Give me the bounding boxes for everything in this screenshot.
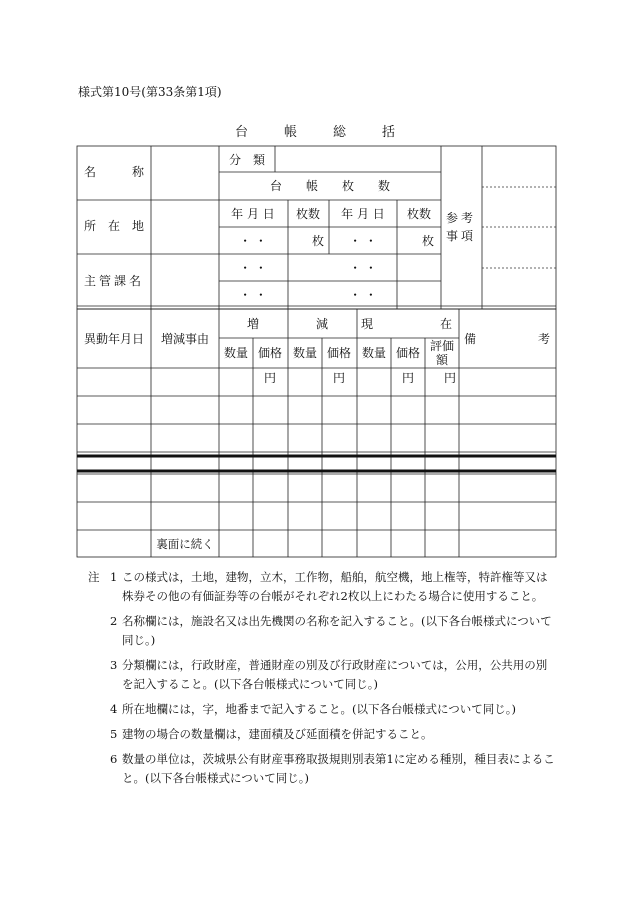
note-text: 分類欄には，行政財産，普通財産の別及び行政財産については，公用，公共用の別を記入すること。(以下各台帳様式について同じ。) [122, 658, 548, 691]
table-grid [77, 146, 556, 309]
sheets-header: 枚数 [406, 207, 432, 221]
note-number: 2 [110, 614, 118, 628]
remarks-label: 備 [463, 332, 477, 346]
price-header: 価格 [395, 346, 421, 360]
date-dots: ・ ・ [239, 288, 267, 302]
lower-table-labels [84, 316, 550, 551]
note-number: 6 [110, 752, 118, 766]
note-text: 数量の単位は，茨城県公有財産事務取扱規則別表第1に定める種別，種目表によること。(以下各台帳様式について同じ。) [122, 752, 555, 785]
increase-label: 増 [246, 317, 260, 331]
note-item [88, 612, 558, 650]
price-header: 価格 [257, 346, 283, 360]
note-item [88, 700, 558, 719]
reference-dashed-lines [482, 187, 556, 268]
note-text: 名称欄には，施設名又は出先機関の名称を記入すること。(以下各台帳様式について同じ。) [122, 614, 552, 647]
appraisal-header: 評価 [429, 339, 455, 353]
reference-label: 事項 [445, 229, 477, 243]
category-label: 分 類 [228, 153, 266, 167]
remarks-label: 考 [537, 332, 551, 346]
date-dots: ・ ・ [349, 288, 377, 302]
thick-break-lines [77, 456, 556, 471]
note-number: 1 [110, 570, 118, 584]
reason-label: 増減事由 [160, 332, 210, 346]
date-header: 年 月 日 [231, 207, 275, 221]
sheet-unit: 枚 [421, 234, 435, 248]
note-text: 建物の場合の数量欄は，建面積及び延面積を併記すること。 [122, 727, 433, 741]
yen-unit: 円 [443, 371, 457, 385]
qty-header: 数量 [223, 346, 249, 360]
current-label: 在 [439, 317, 453, 331]
qty-header: 数量 [292, 346, 318, 360]
decrease-label: 減 [315, 317, 329, 331]
continued-label: 裏面に続く [156, 537, 214, 551]
title-char: 括 [382, 125, 396, 140]
date-dots: ・ ・ [239, 234, 267, 248]
sheet-unit: 枚 [311, 234, 325, 248]
date-dots: ・ ・ [239, 261, 267, 275]
location-label: 所 在 地 [83, 219, 145, 233]
notes-lead: 注 [88, 570, 100, 584]
ledger-count-label: 台 帳 枚 数 [269, 179, 391, 193]
yen-unit: 円 [332, 371, 346, 385]
qty-header: 数量 [361, 346, 387, 360]
notes-section [88, 568, 558, 794]
note-text: この様式は，土地，建物，立木，工作物，船舶，航空機，地上権等，特許権等又は株券その他の有価証券等の台帳がそれぞれ2枚以上にわたる場合に使用すること。 [122, 570, 548, 603]
appraisal-header: 額 [435, 353, 449, 367]
current-label: 現 [360, 317, 374, 331]
reference-label: 参考 [445, 211, 477, 225]
note-item [88, 568, 558, 606]
date-header: 年 月 日 [341, 207, 385, 221]
note-number: 3 [110, 658, 118, 672]
change-date-label: 異動年月日 [83, 332, 145, 346]
title-char: 帳 [283, 125, 297, 140]
date-dots: ・ ・ [349, 234, 377, 248]
sheets-header: 枚数 [295, 207, 321, 221]
note-item [88, 656, 558, 694]
note-text: 所在地欄には，字，地番まで記入すること。(以下各台帳様式について同じ。) [122, 702, 516, 716]
note-item [88, 725, 558, 744]
dept-label: 主管課名 [83, 274, 145, 288]
yen-unit: 円 [263, 371, 277, 385]
date-dots: ・ ・ [349, 261, 377, 275]
price-header: 価格 [326, 346, 352, 360]
title-char: 台 [234, 125, 248, 140]
title-char: 総 [333, 125, 347, 140]
name-label: 名 称 [83, 165, 145, 179]
form-number: 様式第10号(第33条第1項) [78, 85, 222, 99]
yen-unit: 円 [401, 371, 415, 385]
note-number: 4 [110, 702, 118, 716]
note-item [88, 750, 558, 788]
note-number: 5 [110, 727, 118, 741]
